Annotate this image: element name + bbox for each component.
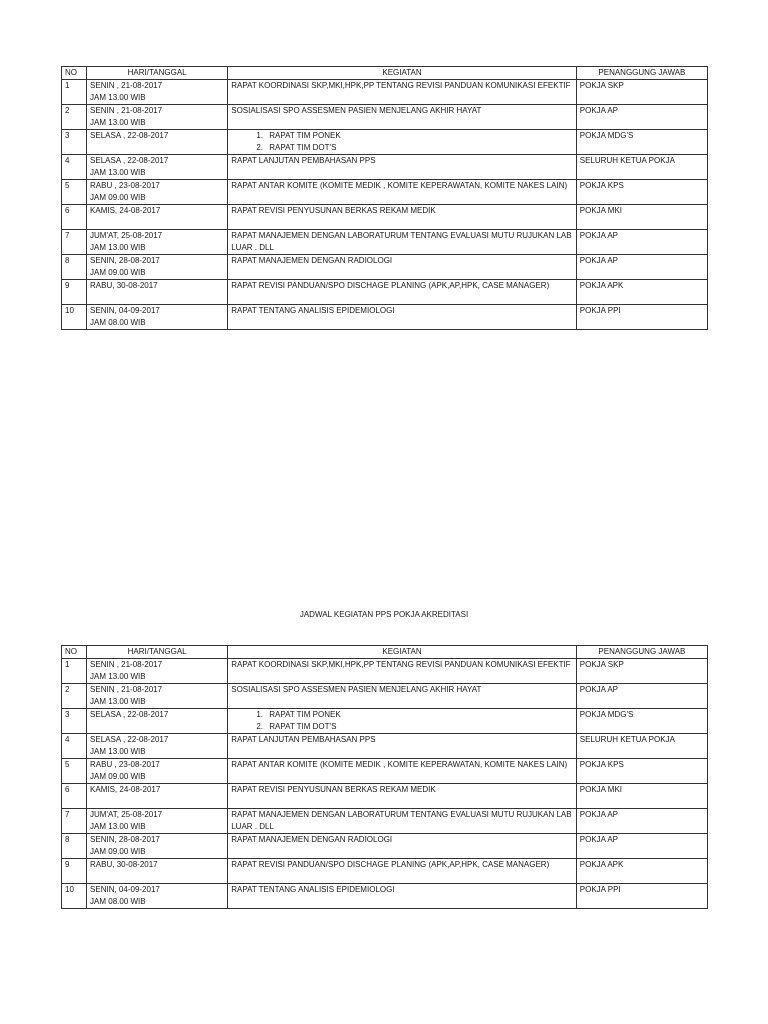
header-hari-tanggal: HARI/TANGGAL <box>87 646 228 659</box>
cell-date: SELASA , 22-08-2017 <box>90 156 169 165</box>
cell-time: JAM 13.00 WIB <box>90 168 146 177</box>
cell-no: 10 <box>62 884 87 909</box>
document-title: JADWAL KEGIATAN PPS POKJA AKREDITASI <box>299 610 469 619</box>
header-penanggung-jawab: PENANGGUNG JAWAB <box>576 67 707 80</box>
table-row <box>62 105 708 130</box>
cell-hari-tanggal <box>87 859 228 884</box>
table-row <box>62 884 708 909</box>
cell-no: 4 <box>62 155 87 180</box>
cell-date: RABU, 30-08-2017 <box>90 281 158 290</box>
cell-date: SENIN, 28-08-2017 <box>90 835 160 844</box>
cell-penanggung-jawab: POKJA APK <box>576 280 707 305</box>
table-body <box>62 80 708 330</box>
cell-kegiatan <box>228 130 577 155</box>
cell-hari-tanggal <box>87 230 228 255</box>
cell-time: JAM 13.00 WIB <box>90 747 146 756</box>
cell-date: RABU , 23-08-2017 <box>90 181 160 190</box>
cell-no: 10 <box>62 305 87 330</box>
cell-kegiatan: RAPAT LANJUTAN PEMBAHASAN PPS <box>228 734 577 759</box>
cell-time: JAM 13.00 WIB <box>90 822 146 831</box>
cell-hari-tanggal <box>87 759 228 784</box>
cell-no: 4 <box>62 734 87 759</box>
cell-penanggung-jawab: POKJA KPS <box>576 759 707 784</box>
cell-no: 8 <box>62 834 87 859</box>
table-row <box>62 659 708 684</box>
cell-date: RABU , 23-08-2017 <box>90 760 160 769</box>
cell-time: JAM 13.00 WIB <box>90 243 146 252</box>
cell-date: SENIN , 21-08-2017 <box>90 660 163 669</box>
table-row <box>62 734 708 759</box>
cell-penanggung-jawab: POKJA MKI <box>576 205 707 230</box>
header-no: NO <box>62 646 87 659</box>
cell-penanggung-jawab: POKJA PPI <box>576 884 707 909</box>
cell-date: SENIN , 21-08-2017 <box>90 106 163 115</box>
cell-date: SELASA , 22-08-2017 <box>90 710 169 719</box>
header-kegiatan: KEGIATAN <box>228 646 577 659</box>
cell-hari-tanggal <box>87 280 228 305</box>
cell-penanggung-jawab: POKJA SKP <box>576 659 707 684</box>
cell-kegiatan: RAPAT TENTANG ANALISIS EPIDEMIOLOGI <box>228 305 577 330</box>
cell-date: JUM'AT, 25-08-2017 <box>90 810 163 819</box>
cell-kegiatan: RAPAT TENTANG ANALISIS EPIDEMIOLOGI <box>228 884 577 909</box>
cell-hari-tanggal <box>87 130 228 155</box>
cell-penanggung-jawab: POKJA MDG'S <box>576 130 707 155</box>
cell-no: 3 <box>62 709 87 734</box>
cell-kegiatan: RAPAT MANAJEMEN DENGAN LABORATURUM TENTANG EVALUASI MUTU RUJUKAN LAB LUAR . DLL <box>228 230 577 255</box>
cell-kegiatan: RAPAT REVISI PENYUSUNAN BERKAS REKAM MEDIK <box>228 784 577 809</box>
kegiatan-list-item: 2. RAPAT TIM DOT'S <box>265 142 573 154</box>
cell-no: 8 <box>62 255 87 280</box>
cell-no: 3 <box>62 130 87 155</box>
cell-hari-tanggal <box>87 105 228 130</box>
cell-hari-tanggal <box>87 734 228 759</box>
table-row <box>62 784 708 809</box>
cell-hari-tanggal <box>87 784 228 809</box>
header-penanggung-jawab: PENANGGUNG JAWAB <box>576 646 707 659</box>
cell-time: JAM 09.00 WIB <box>90 772 146 781</box>
cell-penanggung-jawab: POKJA AP <box>576 105 707 130</box>
table-row <box>62 205 708 230</box>
cell-no: 6 <box>62 784 87 809</box>
cell-date: SELASA , 22-08-2017 <box>90 735 169 744</box>
cell-time: JAM 09.00 WIB <box>90 847 146 856</box>
table-row <box>62 230 708 255</box>
table-row <box>62 759 708 784</box>
cell-hari-tanggal <box>87 834 228 859</box>
table-row <box>62 859 708 884</box>
cell-penanggung-jawab: POKJA MKI <box>576 784 707 809</box>
cell-date: RABU, 30-08-2017 <box>90 860 158 869</box>
header-kegiatan: KEGIATAN <box>228 67 577 80</box>
table-row <box>62 684 708 709</box>
cell-date: SENIN , 21-08-2017 <box>90 685 163 694</box>
cell-no: 9 <box>62 859 87 884</box>
cell-kegiatan: RAPAT MANAJEMEN DENGAN RADIOLOGI <box>228 834 577 859</box>
cell-hari-tanggal <box>87 155 228 180</box>
cell-hari-tanggal <box>87 884 228 909</box>
cell-kegiatan: RAPAT ANTAR KOMITE (KOMITE MEDIK , KOMITE KEPERAWATAN, KOMITE NAKES LAIN) <box>228 759 577 784</box>
cell-time: JAM 08.00 WIB <box>90 897 146 906</box>
cell-no: 2 <box>62 105 87 130</box>
cell-time: JAM 13.00 WIB <box>90 93 146 102</box>
cell-kegiatan: RAPAT MANAJEMEN DENGAN RADIOLOGI <box>228 255 577 280</box>
cell-hari-tanggal <box>87 80 228 105</box>
cell-kegiatan: SOSIALISASI SPO ASSESMEN PASIEN MENJELANG AKHIR HAYAT <box>228 684 577 709</box>
cell-hari-tanggal <box>87 205 228 230</box>
cell-kegiatan: RAPAT KOORDINASI SKP,MKI,HPK,PP TENTANG REVISI PANDUAN KOMUNIKASI EFEKTIF <box>228 659 577 684</box>
cell-no: 6 <box>62 205 87 230</box>
table-row <box>62 155 708 180</box>
table-body <box>62 659 708 909</box>
cell-kegiatan: RAPAT REVISI PENYUSUNAN BERKAS REKAM MEDIK <box>228 205 577 230</box>
cell-penanggung-jawab: SELURUH KETUA POKJA <box>576 734 707 759</box>
cell-no: 7 <box>62 230 87 255</box>
cell-hari-tanggal <box>87 305 228 330</box>
cell-date: SENIN, 04-09-2017 <box>90 885 160 894</box>
cell-penanggung-jawab: POKJA MDG'S <box>576 709 707 734</box>
table-row <box>62 80 708 105</box>
cell-no: 7 <box>62 809 87 834</box>
cell-time: JAM 09.00 WIB <box>90 268 146 277</box>
cell-hari-tanggal <box>87 684 228 709</box>
cell-penanggung-jawab: POKJA AP <box>576 684 707 709</box>
kegiatan-list <box>231 130 573 154</box>
table-row <box>62 255 708 280</box>
cell-kegiatan: SOSIALISASI SPO ASSESMEN PASIEN MENJELANG AKHIR HAYAT <box>228 105 577 130</box>
cell-hari-tanggal <box>87 809 228 834</box>
cell-no: 5 <box>62 759 87 784</box>
cell-date: SENIN, 04-09-2017 <box>90 306 160 315</box>
cell-time: JAM 13.00 WIB <box>90 118 146 127</box>
cell-penanggung-jawab: POKJA AP <box>576 255 707 280</box>
table-row <box>62 180 708 205</box>
schedule-table-bottom <box>61 645 708 909</box>
cell-penanggung-jawab: POKJA AP <box>576 809 707 834</box>
table-row <box>62 305 708 330</box>
cell-kegiatan: RAPAT KOORDINASI SKP,MKI,HPK,PP TENTANG REVISI PANDUAN KOMUNIKASI EFEKTIF <box>228 80 577 105</box>
cell-no: 1 <box>62 80 87 105</box>
kegiatan-list <box>231 709 573 733</box>
schedule-table-top <box>61 66 708 330</box>
kegiatan-list-item: 1. RAPAT TIM PONEK <box>265 709 573 721</box>
cell-time: JAM 09.00 WIB <box>90 193 146 202</box>
kegiatan-list-item: 2. RAPAT TIM DOT'S <box>265 721 573 733</box>
cell-date: SENIN , 21-08-2017 <box>90 81 163 90</box>
cell-hari-tanggal <box>87 709 228 734</box>
cell-time: JAM 13.00 WIB <box>90 672 146 681</box>
cell-date: JUM'AT, 25-08-2017 <box>90 231 163 240</box>
cell-hari-tanggal <box>87 255 228 280</box>
header-hari-tanggal: HARI/TANGGAL <box>87 67 228 80</box>
cell-hari-tanggal <box>87 180 228 205</box>
cell-time: JAM 13.00 WIB <box>90 697 146 706</box>
cell-penanggung-jawab: POKJA AP <box>576 834 707 859</box>
table-row <box>62 809 708 834</box>
cell-no: 9 <box>62 280 87 305</box>
table-row <box>62 834 708 859</box>
table-header-row <box>62 67 708 80</box>
cell-penanggung-jawab: POKJA KPS <box>576 180 707 205</box>
cell-penanggung-jawab: SELURUH KETUA POKJA <box>576 155 707 180</box>
cell-kegiatan <box>228 709 577 734</box>
cell-time: JAM 08.00 WIB <box>90 318 146 327</box>
cell-kegiatan: RAPAT REVISI PANDUAN/SPO DISCHAGE PLANING (APK,AP,HPK, CASE MANAGER) <box>228 859 577 884</box>
cell-no: 5 <box>62 180 87 205</box>
cell-kegiatan: RAPAT LANJUTAN PEMBAHASAN PPS <box>228 155 577 180</box>
cell-no: 1 <box>62 659 87 684</box>
cell-kegiatan: RAPAT ANTAR KOMITE (KOMITE MEDIK , KOMITE KEPERAWATAN, KOMITE NAKES LAIN) <box>228 180 577 205</box>
cell-penanggung-jawab: POKJA PPI <box>576 305 707 330</box>
cell-penanggung-jawab: POKJA AP <box>576 230 707 255</box>
kegiatan-list-item: 1. RAPAT TIM PONEK <box>265 130 573 142</box>
cell-date: SELASA , 22-08-2017 <box>90 131 169 140</box>
cell-kegiatan: RAPAT MANAJEMEN DENGAN LABORATURUM TENTANG EVALUASI MUTU RUJUKAN LAB LUAR . DLL <box>228 809 577 834</box>
cell-date: SENIN, 28-08-2017 <box>90 256 160 265</box>
cell-penanggung-jawab: POKJA APK <box>576 859 707 884</box>
table-row <box>62 280 708 305</box>
cell-date: KAMIS, 24-08-2017 <box>90 785 161 794</box>
table-header-row <box>62 646 708 659</box>
cell-penanggung-jawab: POKJA SKP <box>576 80 707 105</box>
cell-kegiatan: RAPAT REVISI PANDUAN/SPO DISCHAGE PLANING (APK,AP,HPK, CASE MANAGER) <box>228 280 577 305</box>
header-no: NO <box>62 67 87 80</box>
cell-hari-tanggal <box>87 659 228 684</box>
cell-no: 2 <box>62 684 87 709</box>
table-row <box>62 709 708 734</box>
cell-date: KAMIS, 24-08-2017 <box>90 206 161 215</box>
table-row <box>62 130 708 155</box>
